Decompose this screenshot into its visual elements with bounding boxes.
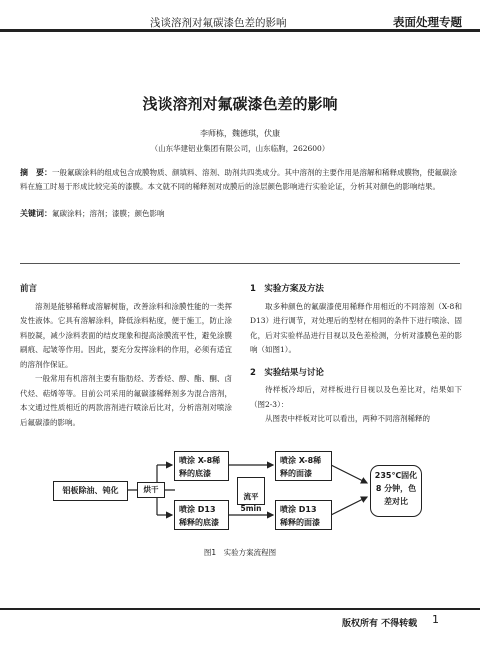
section-label: 表面处理专题 <box>393 15 462 29</box>
abstract-divider <box>20 263 460 264</box>
step-x8-topcoat: 喷涂 X-8稀释的面漆 <box>275 451 332 481</box>
abstract-label: 摘 要： <box>20 168 52 177</box>
page-number: 1 <box>432 613 439 626</box>
abstract <box>20 166 462 194</box>
step-d13-primer: 喷涂 D13 稀释的底漆 <box>174 500 229 530</box>
paragraph: 待样板冷却后，对样板进行目视以及色差比对，结果如下（图2-3）： <box>250 385 462 409</box>
paragraph: 取多种颜色的氟碳漆使用稀释作用相近的不同溶剂（X-8和D13）进行调节，对处理后的型材在相同的条件下进行喷涂、固化，后对实验样品进行目视以及色差检测，分析对漆膜色差的影响（如图1）。 <box>250 301 462 354</box>
step-d13-topcoat: 喷涂 D13 稀释的面漆 <box>275 500 332 530</box>
footer-rule <box>0 608 480 610</box>
running-title: 浅谈溶剂对氟碳漆色差的影响 <box>150 17 287 29</box>
figure-caption: 图1 实验方案流程图 <box>203 548 277 557</box>
paragraph: 从图表中样板对比可以看出，两种不同溶剂稀释的 <box>265 414 430 423</box>
copyright-notice: 版权所有 不得转载 <box>342 619 418 629</box>
step-cure-compare: 235℃固化 8 分钟，色差对比 <box>370 465 422 517</box>
step-x8-primer: 喷涂 X-8稀释的底漆 <box>174 451 229 481</box>
arrow-line <box>331 497 367 515</box>
step-pretreatment: 铝板除油、钝化 <box>53 481 128 501</box>
article-title: 浅谈溶剂对氟碳漆色差的影响 <box>142 95 338 113</box>
right-column <box>250 282 462 427</box>
keywords-label: 关键词： <box>20 209 52 218</box>
label-leveling: 流平 5min <box>237 477 265 505</box>
left-column <box>20 282 232 430</box>
keywords <box>20 208 462 219</box>
paragraph: 一般常用有机溶剂主要有脂肪烃、芳香烃、醇、酯、酮、卤代烃、萜烯等等。目前公司采用的氟碳漆稀释剂多为混合溶剂，本文通过性质相近的两款溶剂进行喷涂后比对，分析溶剂对喷涂后氟碳漆的影响。 <box>20 374 232 427</box>
flowchart-figure <box>45 445 450 545</box>
section-heading-results: 2 实验结果与讨论 <box>250 367 324 378</box>
arrow-line <box>331 465 367 483</box>
keywords-text: 氟碳涂料；溶剂；漆膜；颜色影响 <box>52 209 165 218</box>
abstract-text: 一般氟碳涂料的组成包含成膜物质、颜填料、溶剂、助剂共四类成分。其中溶剂的主要作用是溶解和稀释成膜物，使氟碳涂料在施工时易于形成比较完美的漆膜。本文就不同的稀释剂对成膜后的涂层颜色影响进行实验论证，分析其对颜色的影响结果。 <box>20 168 457 191</box>
section-heading-preface: 前言 <box>20 284 38 294</box>
article-affiliation: （山东华建铝业集团有限公司，山东临朐，262600） <box>150 144 330 153</box>
paragraph: 溶剂是能够稀释或溶解树脂，改善涂料和涂膜性能的一类挥发性液体。它具有溶解涂料，降低涂料粘度，便于施工，防止涂料胶凝，减少涂料表面的结皮现象和提高涂膜流平性，避免涂膜刷痕、起皱等作用。因此，要充分发挥涂料的作用，必须有适宜的溶剂作保证。 <box>20 301 232 369</box>
label-drying: 烘干 <box>137 482 165 498</box>
section-heading-method: 1 实验方案及方法 <box>250 284 324 294</box>
header-rule <box>0 29 480 32</box>
article-authors: 李师栋，魏德琪，伏康 <box>200 129 280 138</box>
